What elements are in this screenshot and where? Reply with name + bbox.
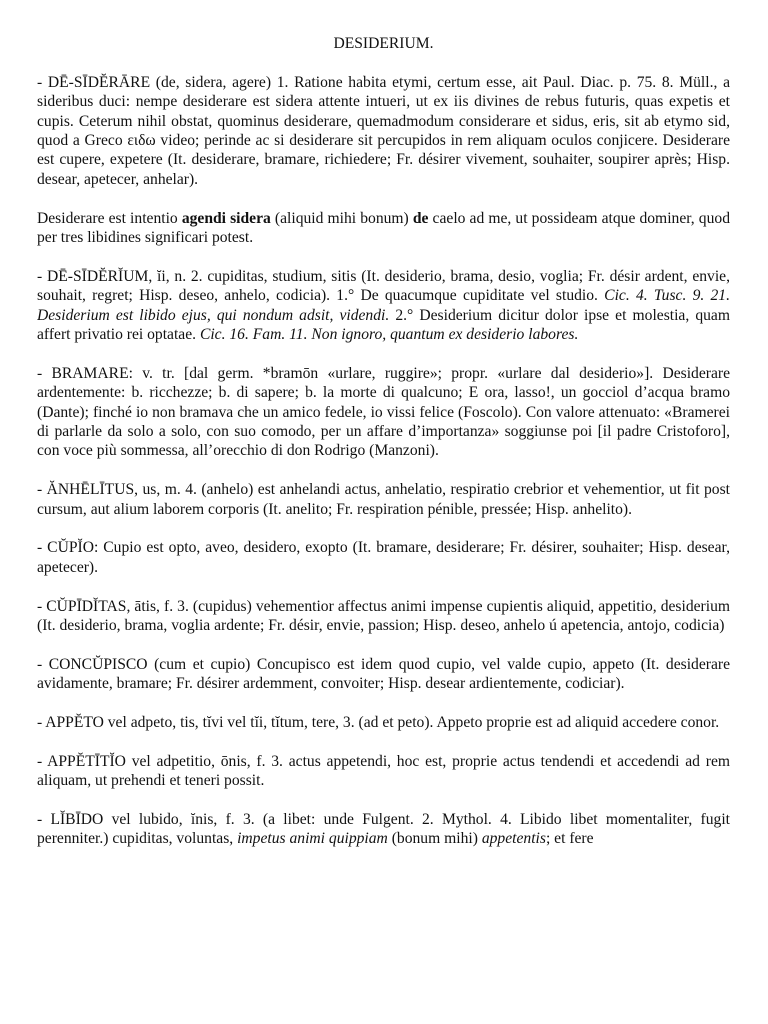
paragraph-text-run: - CONCŬPISCO (cum et cupio) Concupisco est idem quod cupio, vel valde cupio, appeto (It. desiderare avidamente, bramare; Fr. désirer ardemment, convoiter; Hisp. desear ardientemente, codiciar).: [37, 655, 730, 693]
paragraph: [37, 538, 730, 577]
document-body: [37, 73, 730, 849]
paragraph-text-run: - BRAMARE: v. tr. [dal germ. *bramōn «urlare, ruggire»; propr. «urlare dal desiderio»]. Desiderare ardentemente: b. ricchezze; b. di sapere; b. la morte di qualcuno; E ora, lasso!, un gocciol d’acqua bramo (Dante); finché io non bramava che un amico fedele, io vissi felice (Foscolo). Con valore attenuato: «Bramerei di parlarle da solo a solo, con suo comodo, per un affare d’importanza» soggiunse poi [il padre Cristoforo], con voce più sommessa, all’orecchio di don Rodrigo (Manzoni).: [37, 364, 730, 460]
paragraph-text-run: - APPĔTĪTĬO vel adpetitio, ōnis, f. 3. actus appetendi, hoc est, proprie actus tendendi et accedendi ad rem aliquam, ut prehendi et teneri possit.: [37, 752, 730, 790]
paragraph-text-run: appetentis: [481, 830, 546, 848]
paragraph-text-run: - ĂNHĒLĪTUS, us, m. 4. (anhelo) est anhelandi actus, anhelatio, respiratio crebrior et vehementior, ut fit post cursum, aut alium laborem corporis (It. anelito; Fr. respiration pénible, pressée; Hisp. anhelito).: [37, 481, 730, 518]
paragraph-text-run: (bonum mihi): [387, 830, 482, 848]
paragraph-text-run: agendi sidera: [181, 209, 271, 227]
paragraph: [37, 267, 730, 345]
paragraph: [37, 364, 730, 461]
paragraph-text-run: - CŬPĪDĬTAS, ātis, f. 3. (cupidus) vehementior affectus animi impense cupientis aliquid, appetitio, desiderium (It. desiderio, brama, voglia ardente; Fr. désir, envie, passion; Hisp. deseo, anhelo ú apetencia, antojo, codicia): [37, 597, 730, 635]
paragraph-text-run: Cic. 16. Fam. 11. Non ignoro, quantum ex desiderio labores.: [199, 326, 579, 344]
document-title: DESIDERIUM.: [333, 35, 434, 52]
paragraph: [37, 752, 730, 791]
paragraph-text-run: 2.° Desiderium dicitur dolor ipse et molestia, quam affert privatio rei optatae.: [37, 306, 730, 344]
paragraph: [37, 713, 730, 732]
paragraph: [37, 209, 730, 248]
paragraph-text-run: - CŬPĬO: Cupio est opto, aveo, desidero, exopto (It. bramare, desiderare; Fr. désirer, souhaiter; Hisp. desear, apetecer).: [37, 539, 730, 576]
paragraph: [37, 810, 730, 849]
paragraph-text-run: Cic. 4. Tusc. 9. 21. Desiderium est libido ejus, qui nondum adsit, videndi.: [37, 287, 730, 324]
paragraph-text-run: de: [412, 209, 429, 227]
paragraph: [37, 597, 730, 636]
paragraph-text-run: - DĒ-SĪDĔRĬUM, ĭi, n. 2. cupiditas, studium, sitis (It. desiderio, brama, desio, voglia; Fr. désir ardent, envie, souhait, regret; Hisp. deseo, anhelo, codicia). 1.° De quacumque cupiditate vel studio.: [37, 267, 730, 305]
paragraph-text-run: Desiderare est intentio: [37, 209, 182, 227]
paragraph-text-run: - APPĔTO vel adpeto, tis, tĭvi vel tĭi, tĭtum, tere, 3. (ad et peto). Appeto proprie est ad aliquid accedere conor.: [37, 714, 720, 732]
paragraph-text-run: - DĒ-SĪDĔRĀRE (de, sidera, agere) 1. Ratione habita etymi, certum esse, ait Paul. Diac. p. 75. 8. Müll., a sideribus duci: nempe desiderare est sidera attente intueri, ut ex iis divines de rebus futuris, quas expetis et cupis. Ceterum nihil obstat, quominus desiderare, quemadmodum considerare et sidus, eris, sit ab etymo sid, quod a Greco ειδω video; perinde ac si desiderare sit percupidos in rem aliquam oculos conjicere. Desiderare est cupere, expetere (It. desiderare, bramare, richiedere; Fr. désirer vivement, souhaiter, soupirer après; Hisp. desear, apetecer, anhelar).: [37, 73, 730, 188]
paragraph-text-run: (aliquid mihi bonum): [270, 209, 413, 227]
paragraph-text-run: caelo ad me, ut possideam atque dominer, quod per tres libidines significari potest.: [37, 209, 730, 247]
paragraph-text-run: ; et fere: [545, 830, 594, 848]
document-page: [37, 34, 730, 1024]
paragraph-text-run: - LĬBĪDO vel lubido, ĭnis, f. 3. (a libet: unde Fulgent. 2. Mythol. 4. Libido libet momentaliter, fugit perenniter.) cupiditas, voluntas,: [37, 811, 730, 848]
paragraph: [37, 655, 730, 694]
paragraph: [37, 480, 730, 519]
paragraph-text-run: impetus animi quippiam: [237, 830, 388, 848]
paragraph: [37, 73, 730, 189]
